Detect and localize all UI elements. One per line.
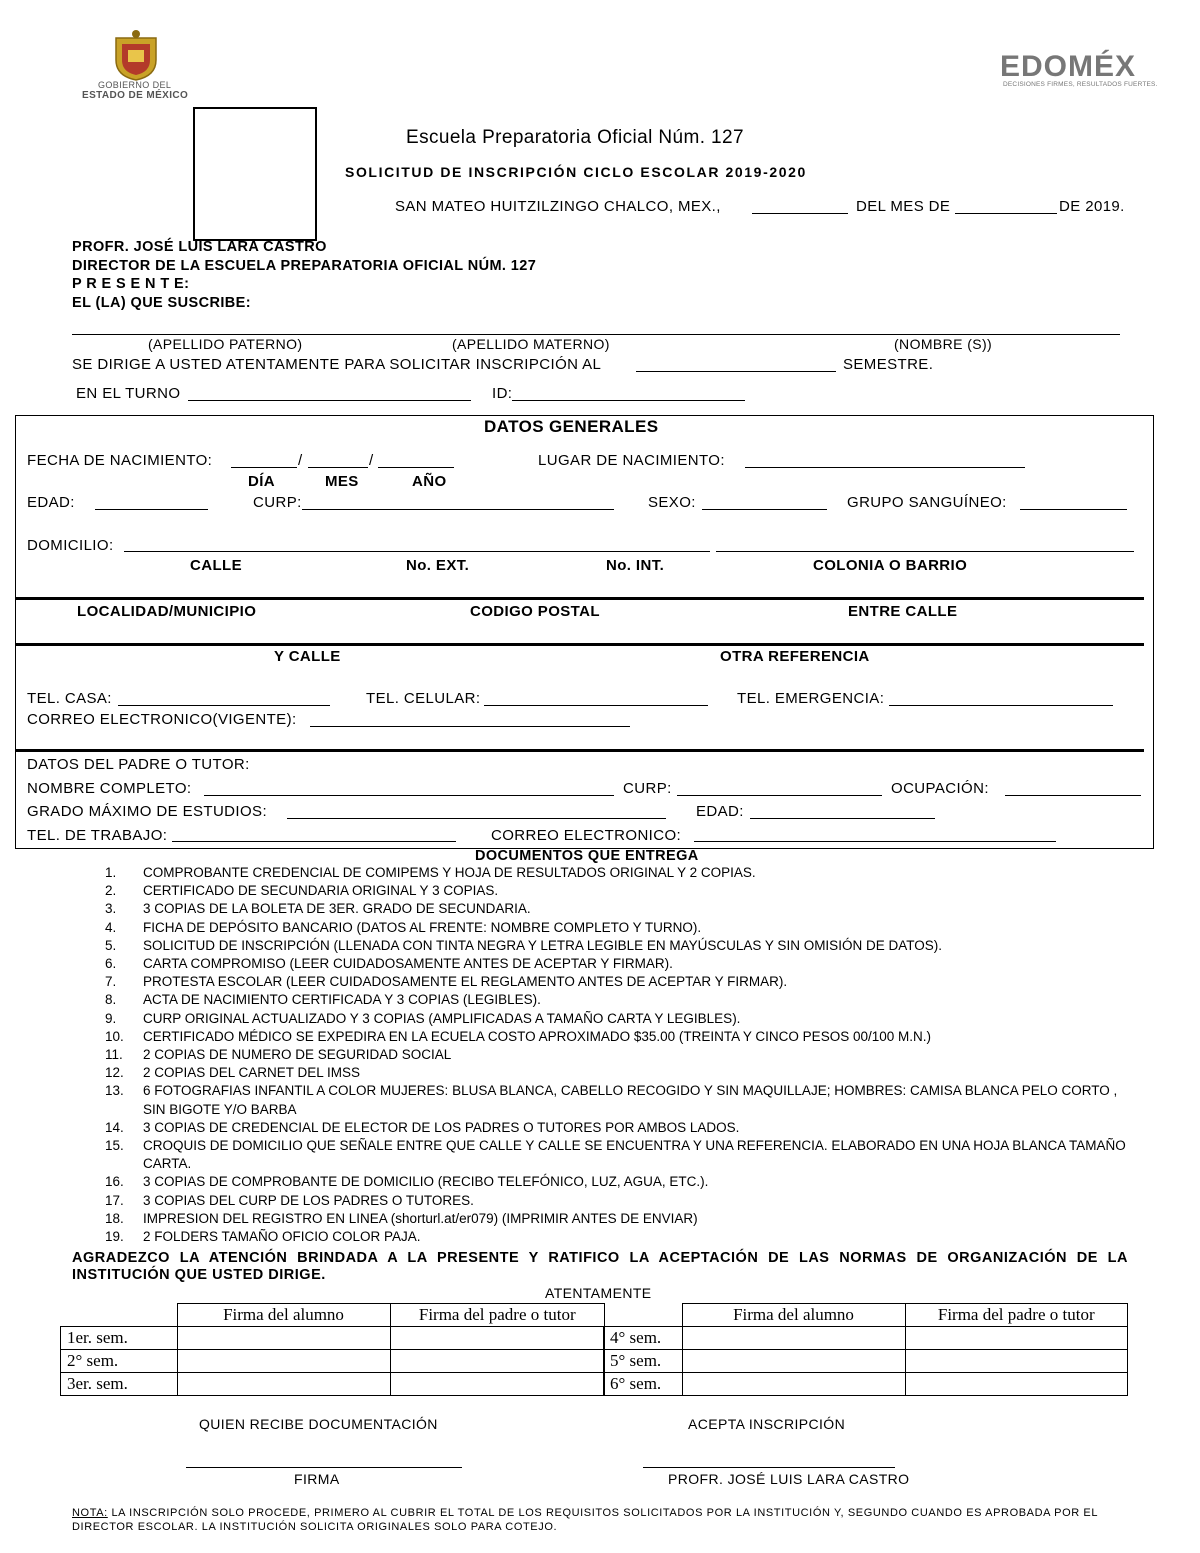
cp-label: CODIGO POSTAL xyxy=(470,603,600,620)
tel-casa-line[interactable] xyxy=(118,705,330,706)
grupo-sanguineo-label: GRUPO SANGUÍNEO: xyxy=(847,494,1007,511)
addressee-line-3: P R E S E N T E: xyxy=(72,276,190,292)
ocupacion-label: OCUPACIÓN: xyxy=(891,780,989,797)
documento-item xyxy=(105,1210,1135,1228)
addressee-line-1: PROFR. JOSÉ LUIS LARA CASTRO xyxy=(72,239,327,255)
documento-text: CROQUIS DE DOMICILIO QUE SEÑALE ENTRE QUE CALLE Y CALLE SE ENCUENTRA Y UNA REFERENCIA. ELABORADO EN UNA HOJA BLANCA TAMAÑO CARTA. xyxy=(143,1138,1126,1172)
documento-text: 2 FOLDERS TAMAÑO OFICIO COLOR PAJA. xyxy=(143,1229,421,1245)
label-apellido-paterno: (APELLIDO PATERNO) xyxy=(148,336,303,352)
fecha-dia-line[interactable] xyxy=(231,467,297,468)
school-title: Escuela Preparatoria Oficial Núm. 127 xyxy=(406,127,744,148)
documento-item xyxy=(105,1137,1135,1173)
documento-item xyxy=(105,1173,1135,1191)
government-seal-logo xyxy=(112,30,160,82)
documento-number: 7. xyxy=(105,974,117,990)
ocupacion-line[interactable] xyxy=(1005,795,1141,796)
request-prefix: SE DIRIGE A USTED ATENTAMENTE PARA SOLICITAR INSCRIPCIÓN AL xyxy=(72,356,602,373)
documento-item xyxy=(105,1010,1135,1028)
documento-number: 17. xyxy=(105,1192,124,1208)
addressee-line-4: EL (LA) QUE SUSCRIBE: xyxy=(72,295,251,311)
documento-number: 5. xyxy=(105,937,117,953)
firma-cell[interactable] xyxy=(177,1327,390,1350)
documento-item xyxy=(105,1046,1135,1064)
curp-padre-line[interactable] xyxy=(677,795,882,796)
acepta-label: ACEPTA INSCRIPCIÓN xyxy=(688,1416,846,1432)
documento-item xyxy=(105,919,1135,937)
documento-item xyxy=(105,1064,1135,1082)
gov-logo-text-1: GOBIERNO DEL xyxy=(98,80,172,90)
tel-emergencia-line[interactable] xyxy=(889,705,1113,706)
documento-text: SOLICITUD DE INSCRIPCIÓN (LLENADA CON TINTA NEGRA Y LETRA LEGIBLE EN MAYÚSCULAS Y SIN OMISIÓN DE DATOS). xyxy=(143,937,942,953)
turno-line[interactable] xyxy=(188,400,471,401)
semester-line[interactable] xyxy=(636,371,836,372)
correo-padre-label: CORREO ELECTRONICO: xyxy=(491,827,682,844)
documento-number: 15. xyxy=(105,1138,124,1154)
documento-text: CERTIFICADO MÉDICO SE EXPEDIRA EN LA ECUELA COSTO APROXIMADO $35.00 (TREINTA Y CINCO PESOS 00/100 M.N.) xyxy=(143,1028,931,1044)
row-label: 2° sem. xyxy=(61,1350,178,1373)
lugar-nac-label: LUGAR DE NACIMIENTO: xyxy=(538,452,725,469)
documento-text: 3 COPIAS DEL CURP DE LOS PADRES O TUTORES. xyxy=(143,1192,474,1208)
mes-label: MES xyxy=(325,473,359,490)
curp-label: CURP: xyxy=(253,494,302,511)
photo-box xyxy=(193,107,317,241)
padre-title: DATOS DEL PADRE O TUTOR: xyxy=(27,756,250,773)
fecha-anio-line[interactable] xyxy=(378,467,454,468)
documento-number: 19. xyxy=(105,1229,124,1245)
documento-number: 11. xyxy=(105,1047,123,1063)
documento-text: FICHA DE DEPÓSITO BANCARIO (DATOS AL FRENTE: NOMBRE COMPLETO Y TURNO). xyxy=(143,919,702,935)
edad-label: EDAD: xyxy=(27,494,75,511)
firma-cell[interactable] xyxy=(682,1373,905,1396)
firmas-table-right xyxy=(603,1303,1128,1396)
documento-text: PROTESTA ESCOLAR (LEER CUIDADOSAMENTE EL REGLAMENTO ANTES DE ACEPTAR Y FIRMAR). xyxy=(143,974,788,990)
edad-padre-label: EDAD: xyxy=(696,803,744,820)
tel-celular-line[interactable] xyxy=(484,705,708,706)
divider-ycalle xyxy=(16,643,1144,646)
documento-item xyxy=(105,882,1135,900)
domicilio-line-1[interactable] xyxy=(124,551,710,552)
tel-celular-label: TEL. CELULAR: xyxy=(366,690,481,707)
gov-logo-text-2: ESTADO DE MÉXICO xyxy=(82,90,189,101)
documento-text: 3 COPIAS DE COMPROBANTE DE DOMICILIO (RECIBO TELEFÓNICO, LUZ, AGUA, ETC.). xyxy=(143,1174,709,1190)
documento-item xyxy=(105,1119,1135,1137)
documento-text: IMPRESION DEL REGISTRO EN LINEA (shorturl.at/er079) (IMPRIMIR ANTES DE ENVIAR) xyxy=(143,1210,698,1226)
date-day-line[interactable] xyxy=(752,213,848,214)
firma-cell[interactable] xyxy=(177,1350,390,1373)
domicilio-line-2[interactable] xyxy=(716,551,1134,552)
documento-item xyxy=(105,900,1135,918)
otra-referencia-label: OTRA REFERENCIA xyxy=(720,648,870,665)
col-firma-alumno-right: Firma del alumno xyxy=(682,1304,905,1327)
documento-number: 16. xyxy=(105,1174,124,1190)
place-mid: DEL MES DE xyxy=(856,198,951,215)
colonia-label: COLONIA O BARRIO xyxy=(813,557,968,574)
edad-line[interactable] xyxy=(95,509,208,510)
agradezco-text: AGRADEZCO LA ATENCIÓN BRINDADA A LA PRESENTE Y RATIFICO LA ACEPTACIÓN DE LAS NORMAS DE ORGANIZACIÓN DE LA INSTITUCIÓN QUE USTED DIRIGE. xyxy=(72,1250,1128,1283)
documento-item xyxy=(105,973,1135,991)
localidad-label: LOCALIDAD/MUNICIPIO xyxy=(77,603,257,620)
documento-text: COMPROBANTE CREDENCIAL DE COMIPEMS Y HOJA DE RESULTADOS ORIGINAL Y 2 COPIAS. xyxy=(143,865,756,880)
edad-padre-line[interactable] xyxy=(750,818,935,819)
request-suffix: SEMESTRE. xyxy=(843,356,934,373)
entre-calle-label: ENTRE CALLE xyxy=(848,603,958,620)
firma-cell[interactable] xyxy=(390,1373,605,1396)
calle-label: CALLE xyxy=(190,557,242,574)
grupo-sanguineo-line[interactable] xyxy=(1020,509,1127,510)
documento-number: 6. xyxy=(105,956,117,972)
firma-recibe-line[interactable] xyxy=(186,1467,462,1468)
documento-item xyxy=(105,1228,1135,1246)
grado-label: GRADO MÁXIMO DE ESTUDIOS: xyxy=(27,803,268,820)
place-prefix: SAN MATEO HUITZILZINGO CHALCO, MEX., xyxy=(395,198,721,215)
nombre-completo-line[interactable] xyxy=(204,795,614,796)
tel-trabajo-label: TEL. DE TRABAJO: xyxy=(27,827,168,844)
no-ext-label: No. EXT. xyxy=(406,557,470,574)
atentamente-label: ATENTAMENTE xyxy=(545,1285,652,1301)
director-label: PROFR. JOSÉ LUIS LARA CASTRO xyxy=(668,1471,910,1487)
documento-text: CURP ORIGINAL ACTUALIZADO Y 3 COPIAS (AMPLIFICADAS A TAMAÑO CARTA Y LEGIBLES). xyxy=(143,1010,741,1026)
datos-generales-title: DATOS GENERALES xyxy=(484,417,659,436)
id-label: ID: xyxy=(492,385,513,402)
domicilio-label: DOMICILIO: xyxy=(27,537,114,554)
label-apellido-materno: (APELLIDO MATERNO) xyxy=(452,336,610,352)
fecha-mes-line[interactable] xyxy=(308,467,368,468)
documento-item xyxy=(105,991,1135,1009)
firmas-table-left xyxy=(60,1303,605,1396)
student-name-line[interactable] xyxy=(72,334,1120,335)
row-label: 1er. sem. xyxy=(61,1327,178,1350)
request-title: SOLICITUD DE INSCRIPCIÓN CICLO ESCOLAR 2019-2020 xyxy=(345,164,807,180)
documento-number: 8. xyxy=(105,992,117,1008)
firma-cell[interactable] xyxy=(682,1350,905,1373)
correo-line[interactable] xyxy=(310,726,630,727)
id-line[interactable] xyxy=(512,400,745,401)
divider-padre xyxy=(16,749,1144,752)
dia-label: DÍA xyxy=(248,473,276,490)
col-firma-alumno-left: Firma del alumno xyxy=(177,1304,390,1327)
place-suffix: DE 2019. xyxy=(1059,198,1125,215)
sexo-label: SEXO: xyxy=(648,494,696,511)
documento-item xyxy=(105,1028,1135,1046)
documento-number: 10. xyxy=(105,1028,124,1044)
firma-label: FIRMA xyxy=(294,1471,340,1487)
documento-item xyxy=(105,955,1135,973)
documento-item xyxy=(105,937,1135,955)
documento-text: 3 COPIAS DE CREDENCIAL DE ELECTOR DE LOS PADRES O TUTORES POR AMBOS LADOS. xyxy=(143,1119,740,1135)
anio-label: AÑO xyxy=(412,473,447,490)
documento-text: CARTA COMPROMISO (LEER CUIDADOSAMENTE ANTES DE ACEPTAR Y FIRMAR). xyxy=(143,956,673,972)
fecha-sep-2: / xyxy=(369,452,374,469)
edomex-logo: EDOMÉX xyxy=(1000,50,1137,83)
documento-text: 3 COPIAS DE LA BOLETA DE 3ER. GRADO DE SECUNDARIA. xyxy=(143,901,531,917)
curp-padre-label: CURP: xyxy=(623,780,672,797)
documento-item xyxy=(105,864,1135,882)
documento-number: 18. xyxy=(105,1210,124,1226)
documento-number: 14. xyxy=(105,1119,124,1135)
documento-text: ACTA DE NACIMIENTO CERTIFICADA Y 3 COPIAS (LEGIBLES). xyxy=(143,992,541,1008)
correo-label: CORREO ELECTRONICO(VIGENTE): xyxy=(27,711,297,728)
tel-trabajo-line[interactable] xyxy=(172,841,456,842)
nota-label: NOTA: xyxy=(72,1507,108,1519)
documento-number: 1. xyxy=(105,865,117,880)
documento-text: 2 COPIAS DE NUMERO DE SEGURIDAD SOCIAL xyxy=(143,1047,452,1063)
row-label: 6° sem. xyxy=(604,1373,683,1396)
documento-text: 2 COPIAS DEL CARNET DEL IMSS xyxy=(143,1065,361,1081)
tel-casa-label: TEL. CASA: xyxy=(27,690,112,707)
grado-line[interactable] xyxy=(287,818,666,819)
firma-cell[interactable] xyxy=(390,1350,605,1373)
no-int-label: No. INT. xyxy=(606,557,665,574)
col-firma-padre-left: Firma del padre o tutor xyxy=(390,1304,605,1327)
quien-recibe-label: QUIEN RECIBE DOCUMENTACIÓN xyxy=(199,1416,438,1432)
documento-number: 3. xyxy=(105,901,117,917)
nombre-completo-label: NOMBRE COMPLETO: xyxy=(27,780,192,797)
edomex-tagline: DECISIONES FIRMES, RESULTADOS FUERTES. xyxy=(1003,81,1158,88)
documento-number: 12. xyxy=(105,1065,124,1081)
documento-number: 2. xyxy=(105,883,117,899)
firma-director-line[interactable] xyxy=(643,1467,895,1468)
documento-text: 6 FOTOGRAFIAS INFANTIL A COLOR MUJERES: BLUSA BLANCA, CABELLO RECOGIDO Y SIN MAQUILLAJE; HOMBRES: CAMISA BLANCA PELO CORTO , SIN BIGOTE Y/O BARBA xyxy=(143,1083,1118,1117)
tel-emergencia-label: TEL. EMERGENCIA: xyxy=(737,690,885,707)
documento-item xyxy=(105,1192,1135,1210)
divider-localidad xyxy=(16,597,1144,600)
fecha-nac-label: FECHA DE NACIMIENTO: xyxy=(27,452,213,469)
documento-text: CERTIFICADO DE SECUNDARIA ORIGINAL Y 3 COPIAS. xyxy=(143,883,499,899)
documentos-list xyxy=(105,864,1135,1246)
documento-number: 13. xyxy=(105,1083,124,1099)
turno-label: EN EL TURNO xyxy=(76,385,181,402)
documento-number: 9. xyxy=(105,1010,117,1026)
row-label: 4° sem. xyxy=(604,1327,683,1350)
addressee-line-2: DIRECTOR DE LA ESCUELA PREPARATORIA OFICIAL NÚM. 127 xyxy=(72,258,537,274)
nota-text: LA INSCRIPCIÓN SOLO PROCEDE, PRIMERO AL CUBRIR EL TOTAL DE LOS REQUISITOS SOLICITADOS POR LA INSTITUCIÓN Y, SEGUNDO CUANDO ES APROBADA POR EL DIRECTOR ESCOLAR. LA INSTITUCIÓN SOLICITA ORIGINALES SOLO PARA COTEJO. xyxy=(72,1507,1098,1533)
correo-padre-line[interactable] xyxy=(694,841,1056,842)
firma-cell[interactable] xyxy=(390,1327,605,1350)
firma-cell[interactable] xyxy=(177,1373,390,1396)
date-month-line[interactable] xyxy=(955,213,1057,214)
firma-cell[interactable] xyxy=(905,1327,1128,1350)
firma-cell[interactable] xyxy=(682,1327,905,1350)
curp-line[interactable] xyxy=(302,509,614,510)
documento-item xyxy=(105,1082,1135,1118)
documentos-title: DOCUMENTOS QUE ENTREGA xyxy=(475,848,699,864)
row-label: 3er. sem. xyxy=(61,1373,178,1396)
firma-cell[interactable] xyxy=(905,1350,1128,1373)
row-label: 5° sem. xyxy=(604,1350,683,1373)
documento-number: 4. xyxy=(105,919,117,935)
label-nombre: (NOMBRE (S)) xyxy=(894,336,993,352)
ycalle-label: Y CALLE xyxy=(274,648,341,665)
sexo-line[interactable] xyxy=(702,509,827,510)
nota xyxy=(72,1506,1132,1534)
lugar-nac-line[interactable] xyxy=(745,467,1025,468)
fecha-sep-1: / xyxy=(298,452,303,469)
col-firma-padre-right: Firma del padre o tutor xyxy=(905,1304,1128,1327)
firma-cell[interactable] xyxy=(905,1373,1128,1396)
